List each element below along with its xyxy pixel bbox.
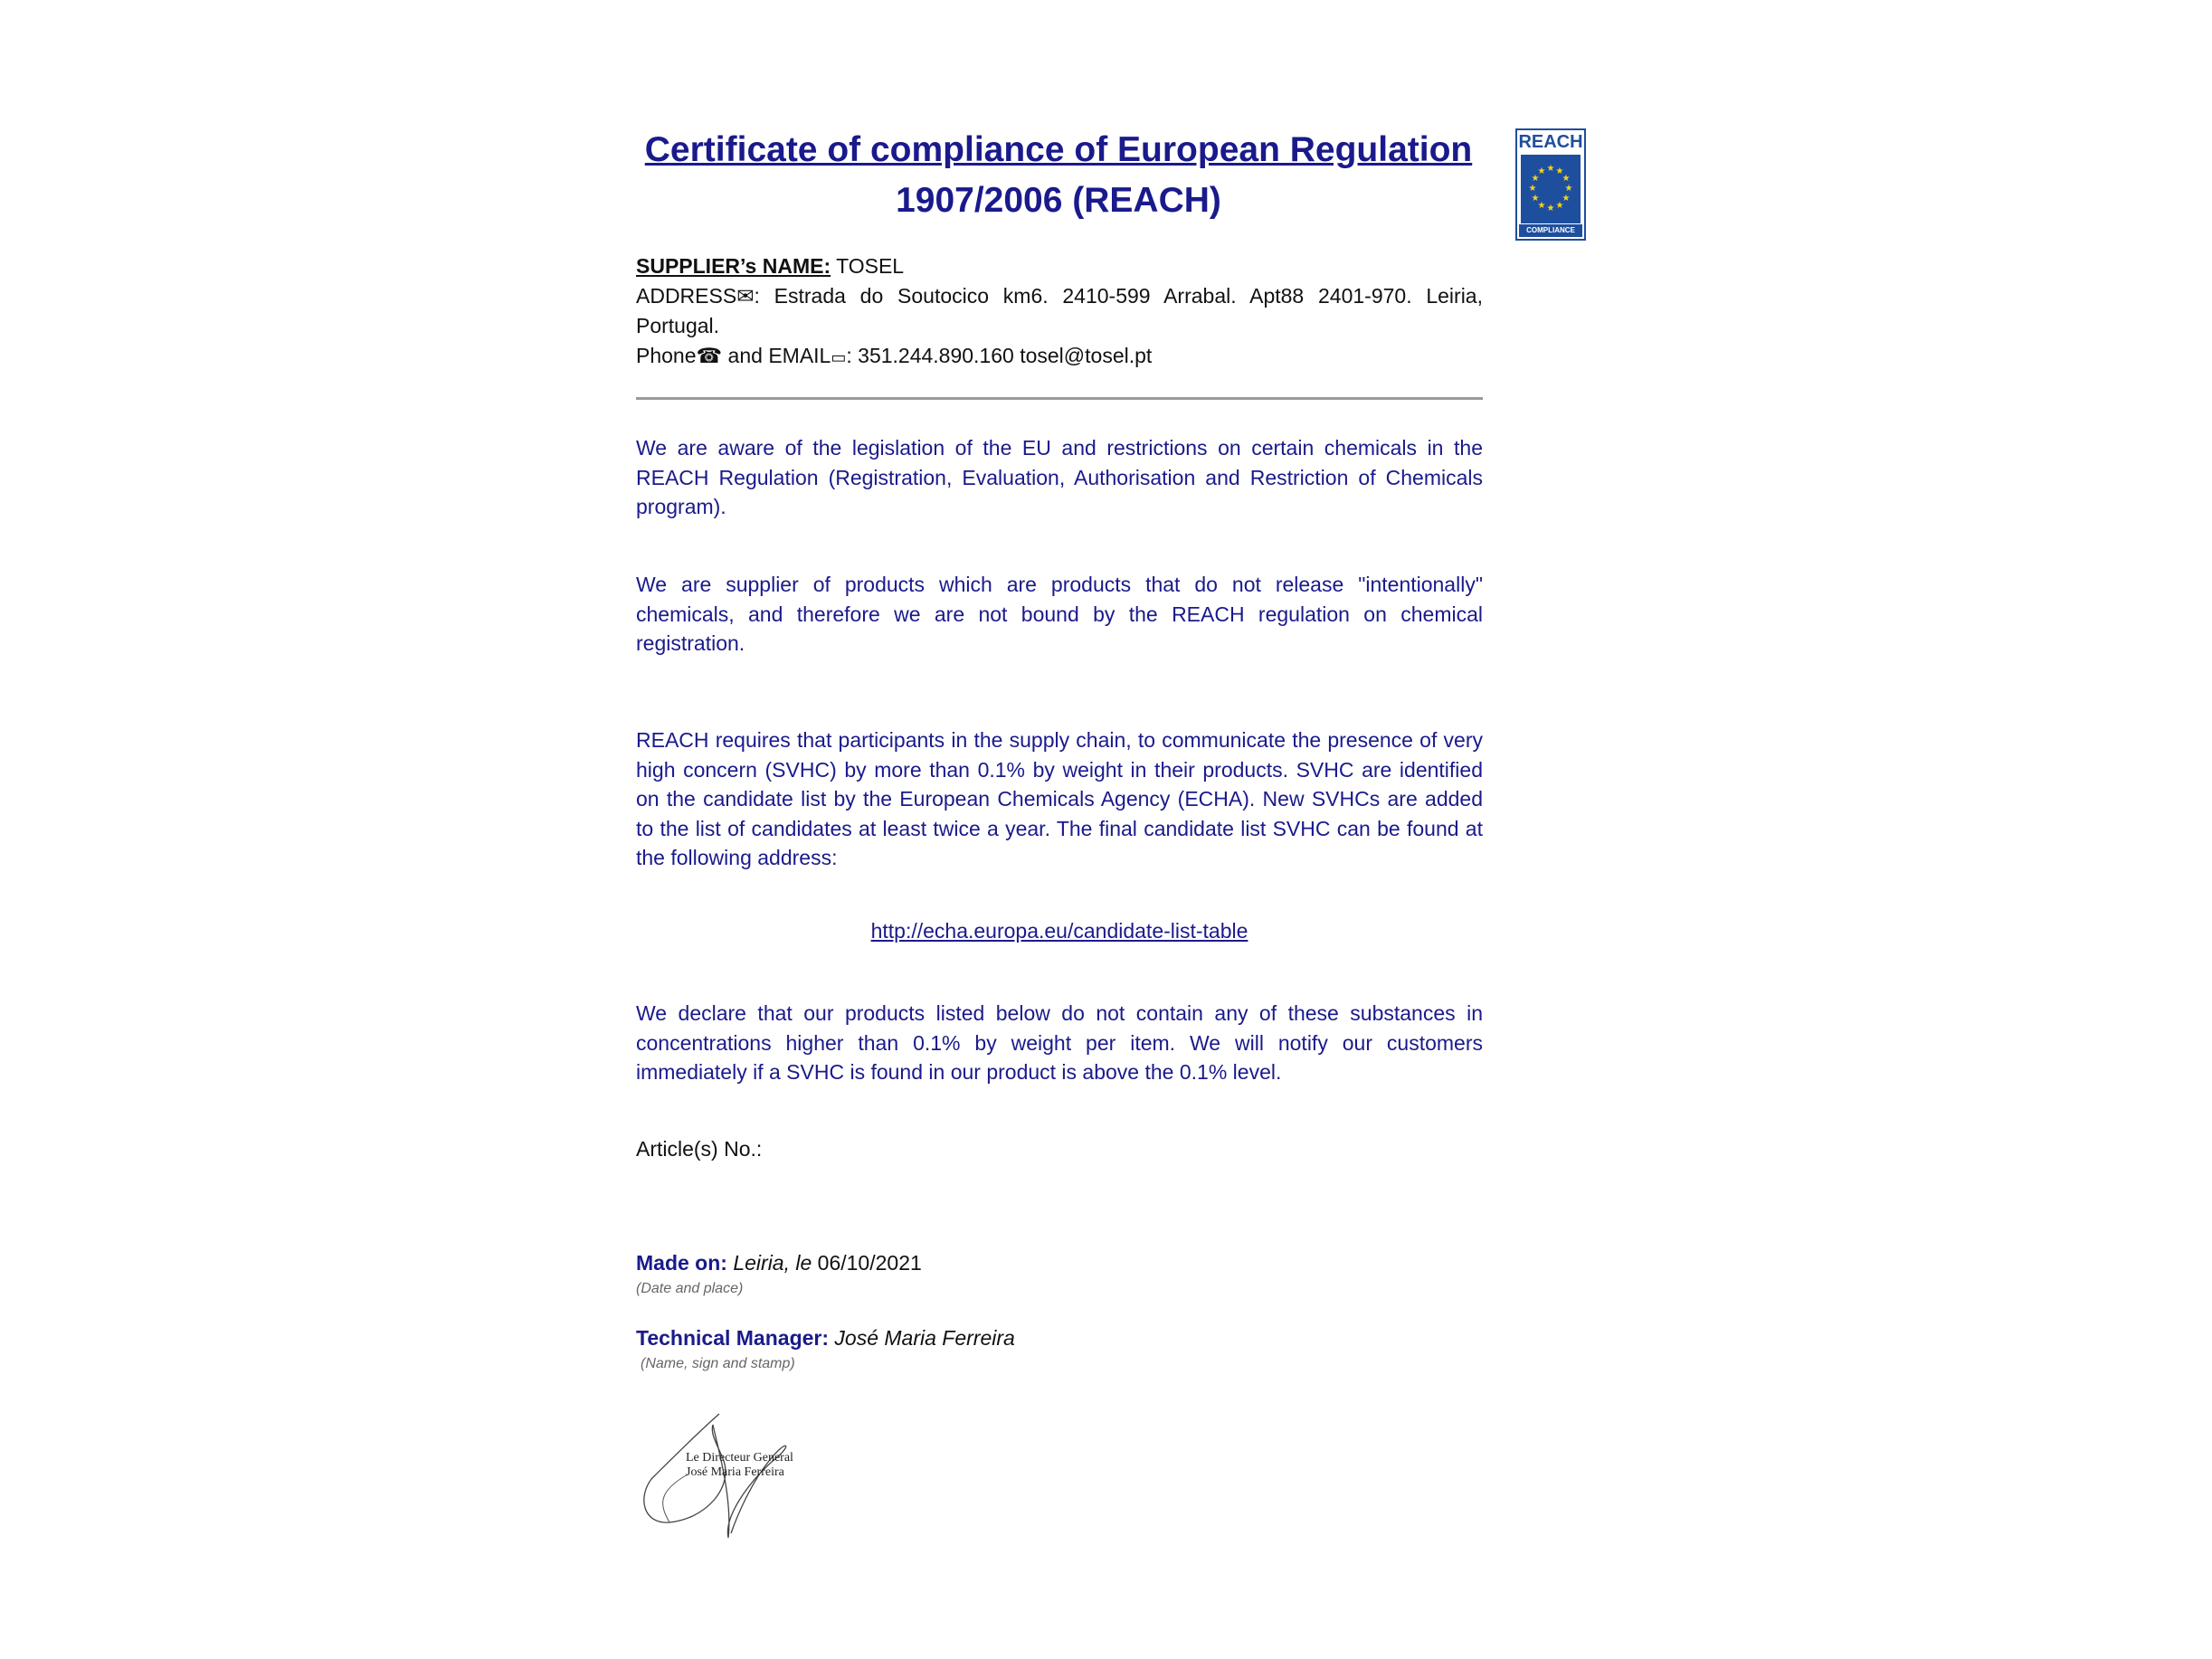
svg-text:★: ★ (1555, 201, 1564, 211)
eu-stars-icon (1521, 155, 1581, 223)
svg-text:★: ★ (1546, 164, 1555, 174)
svg-text:★: ★ (1528, 184, 1537, 194)
email-label: and EMAIL (722, 344, 831, 367)
svg-text:★: ★ (1555, 166, 1564, 176)
supplier-name-line (636, 251, 1483, 281)
address-label: ADDRESS (636, 284, 737, 308)
title-line-1: Certificate of compliance of European Regulation (644, 130, 1473, 169)
date-place-hint: (Date and place) (636, 1281, 744, 1296)
envelope-icon: ✉ (736, 284, 755, 308)
supplier-info (636, 251, 1483, 373)
echa-link[interactable]: http://echa.europa.eu/candidate-list-table (870, 919, 1248, 943)
reach-compliance-logo (1515, 128, 1586, 241)
phone-label: Phone (636, 344, 697, 367)
supplier-name-label: SUPPLIER’s NAME: (636, 254, 831, 278)
technical-manager-label: Technical Manager: (636, 1326, 830, 1350)
paragraph-svhc: REACH requires that participants in the supply chain, to communicate the presence of very high concern (SVHC) by more than 0.1% by weight in their products. SVHC are identified on the candidate list by the European Chemicals Agency (ECHA). New SVHCs are added to the list of candidates at least twice a year. The final candidate list SVHC can be found at the following address: (636, 728, 1483, 869)
paragraph-supplier: We are supplier of products which are products that do not release "intentionally" chemicals, and therefore we are not bound by the REACH regulation on chemical registration. (636, 573, 1483, 655)
made-on-label: Made on: (636, 1251, 727, 1275)
signature-line-2: José Maria Ferreira (686, 1465, 784, 1479)
eu-flag-icon (1521, 155, 1581, 223)
telephone-icon: ☎ (696, 344, 723, 367)
computer-icon: ▭ (831, 348, 847, 366)
svg-text:★: ★ (1531, 174, 1540, 184)
articles-label: Article(s) No.: (636, 1137, 763, 1161)
svg-text:★: ★ (1537, 201, 1546, 211)
svg-text:★: ★ (1531, 194, 1540, 204)
technical-manager-name: José Maria Ferreira (829, 1326, 1015, 1350)
divider (636, 397, 1483, 400)
address-value: : Estrada do Soutocico km6. 2410-599 Arrabal. Apt88 2401-970. Leiria, Portugal. (636, 284, 1483, 337)
name-sign-stamp-hint: (Name, sign and stamp) (641, 1356, 795, 1371)
contact-line (636, 341, 1483, 373)
technical-manager-line (636, 1323, 1015, 1352)
compliance-label: COMPLIANCE (1519, 224, 1582, 237)
made-on-line (636, 1248, 922, 1277)
svg-text:★: ★ (1564, 184, 1573, 194)
made-on-date: 06/10/2021 (812, 1251, 922, 1275)
signature-stamp-text (686, 1451, 793, 1480)
contact-value: : 351.244.890.160 tosel@tosel.pt (846, 344, 1153, 367)
svg-text:★: ★ (1537, 166, 1546, 176)
signature-line-1: Le Directeur General (686, 1451, 793, 1465)
paragraph-legislation: We are aware of the legislation of the EU and restrictions on certain chemicals in the REACH Regulation (Registration, Evaluation, Authorisation and Restriction of Chemicals program). (636, 436, 1483, 518)
supplier-name-value: TOSEL (831, 254, 905, 278)
svg-text:★: ★ (1546, 204, 1555, 213)
reach-logo-text: REACH (1518, 132, 1583, 152)
svg-text:★: ★ (1562, 174, 1571, 184)
svg-text:★: ★ (1562, 194, 1571, 204)
document-title (633, 125, 1484, 226)
address-line (636, 281, 1483, 341)
paragraph-declaration: We declare that our products listed below do not contain any of these substances in concentrations higher than 0.1% by weight per item. We will notify our customers immediately if a SVHC is found in our product is above the 0.1% level. (636, 1001, 1483, 1084)
title-line-2: 1907/2006 (REACH) (896, 181, 1221, 220)
made-on-place: Leiria, le (726, 1251, 812, 1275)
